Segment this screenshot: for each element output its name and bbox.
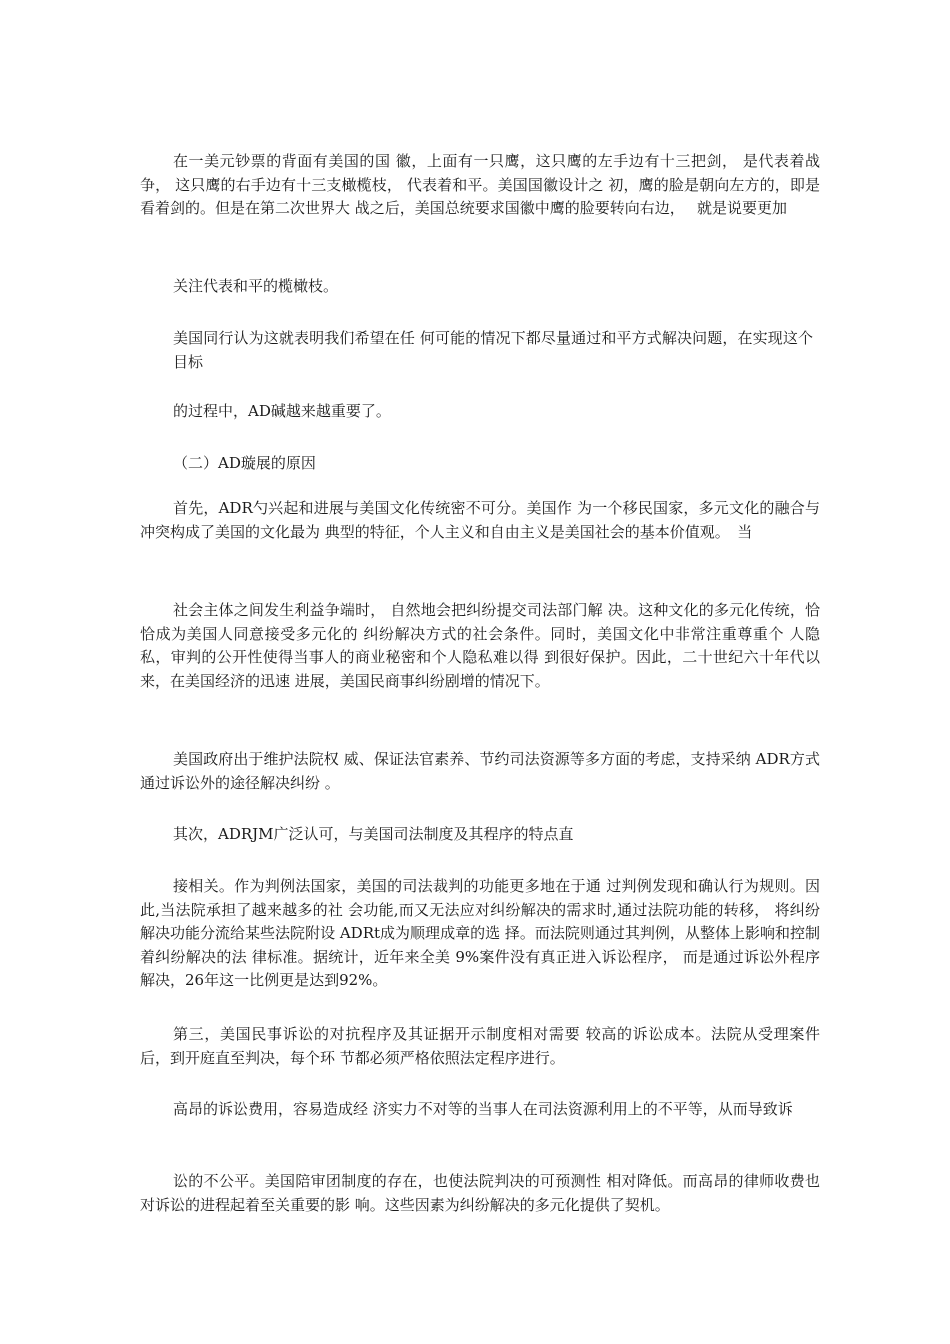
paragraph-peaceful-means: 美国同行认为这就表明我们希望在任 何可能的情况下都尽量通过和平方式解决问题，在实现这个目标 — [173, 329, 813, 371]
paragraph-social-disputes: 社会主体之间发生利益争端时， 自然地会把纠纷提交司法部门解 决。这种文化的多元化传统，恰恰成为美国人同意接受多元化的 纠纷解决方式的社会条件。同时，美国文化中非常注重尊重个 人隐私，审判的公开性使得当事人的商业秘密和个人隐私难以得 到很好保护。因此，二十世纪六十年代以来，在美国经济的迅速 进展，美国民商事纠纷剧增的情况下。 — [140, 601, 820, 690]
paragraph-olive-branch: 关注代表和平的榄橄枝。 — [173, 277, 339, 295]
paragraph-unfairness: 讼的不公平。美国陪审团制度的存在，也使法院判决的可预测性 相对降低。而高昂的律师收费也对诉讼的进程起着至关重要的影 响。这些因素为纠纷解决的多元化提供了契机。 — [140, 1172, 820, 1214]
paragraph-judicial-system: 其次，ADRJM广泛认可，与美国司法制度及其程序的特点直 — [173, 825, 574, 843]
paragraph-eagle: 在一美元钞票的背面有美国的国 徽，上面有一只鹰，这只鹰的左手边有十三把剑， 是代表着战争， 这只鹰的右手边有十三支橄榄枝， 代表着和平。美国国徽设计之 初，鹰的脸是朝向左方的，即是看着剑的。但是在第二次世界大 战之后，美国总统要求国徽中鹰的脸要转向右边， 就是说要更加 — [140, 152, 820, 217]
paragraph-adr-importance: 的过程中，AD碱越来越重要了。 — [173, 402, 391, 420]
paragraph-litigation-costs: 高昂的诉讼费用，容易造成经 济实力不对等的当事人在司法资源利用上的不平等，从而导致诉 — [173, 1100, 793, 1118]
paragraph-case-law: 接相关。作为判例法国家，美国的司法裁判的功能更多地在于通 过判例发现和确认行为规则。因此,当法院承担了越来越多的社 会功能,而又无法应对纠纷解决的需求时,通过法院功能的转移， 将纠纷解决功能分流给某些法院附设 ADRt成为顺理成章的选 择。而法院则通过其判例，从整体上影响和控制着纠纷解决的法 律标准。据统计，近年来全美 9%案件没有真正进入诉讼程序， 而是通过诉讼外程序解决，26年这一比例更是达到92%。 — [140, 877, 820, 989]
paragraph-culture: 首先，ADR勺兴起和进展与美国文化传统密不可分。美国作 为一个移民国家，多元文化的融合与冲突构成了美国的文化最为 典型的特征，个人主义和自由主义是美国社会的基本价值观。 当 — [140, 499, 820, 541]
paragraph-adversarial: 第三，美国民事诉讼的对抗程序及其证据开示制度相对需要 较高的诉讼成本。法院从受理案件后，到开庭直至判决，每个环 节都必须严格依照法定程序进行。 — [140, 1025, 820, 1067]
paragraph-government: 美国政府出于维护法院权 威、保证法官素养、节约司法资源等多方面的考虑，支持采纳 ADR方式通过诉讼外的途径解决纠纷 。 — [140, 750, 820, 792]
section-heading-reasons: （二）AD璇展的原因 — [173, 454, 316, 472]
